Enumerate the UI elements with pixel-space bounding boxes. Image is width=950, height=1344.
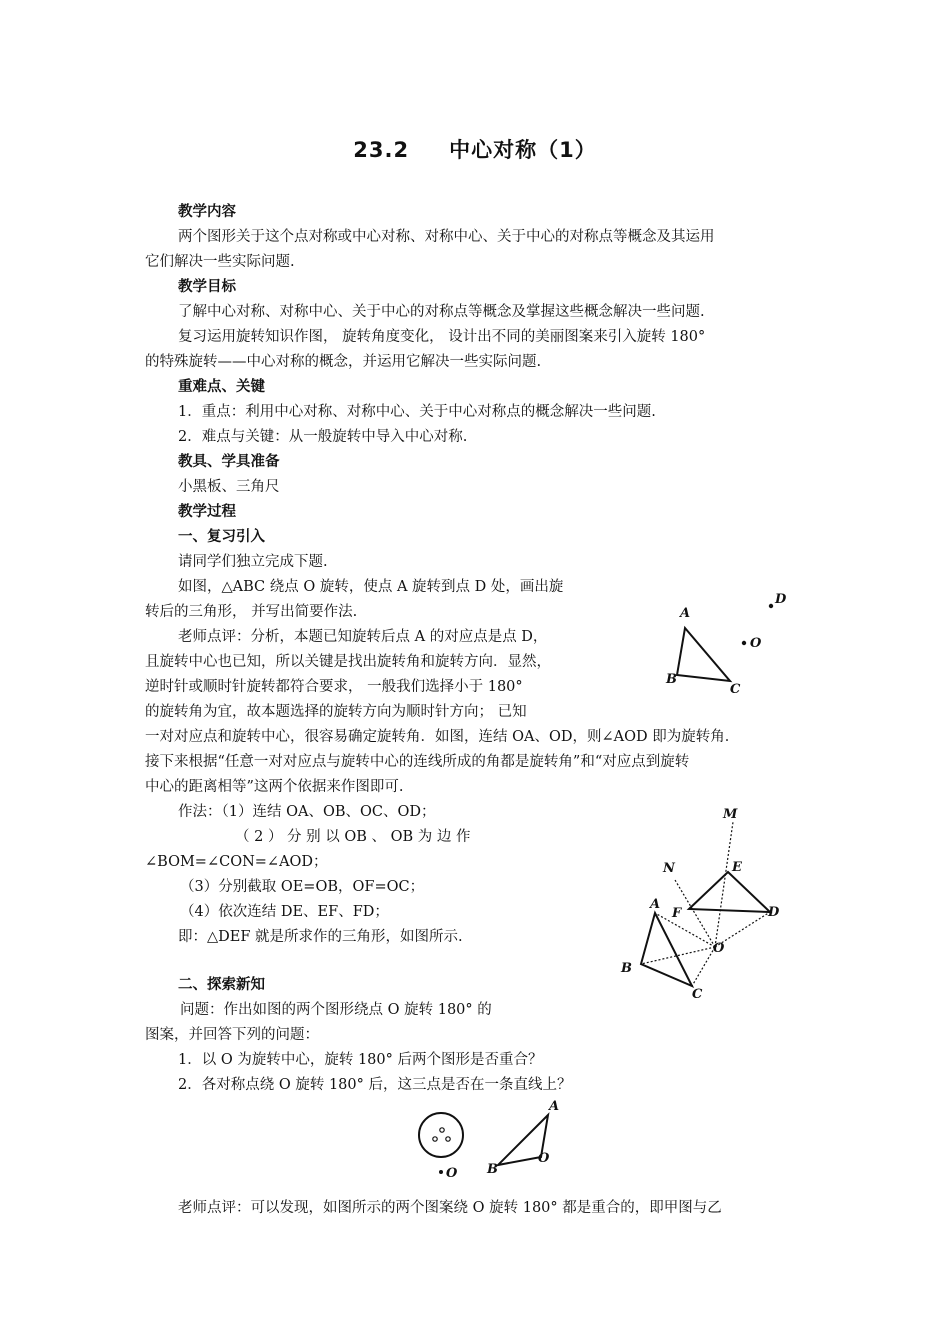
paragraph: 逆时针或顺时针旋转都符合要求， 一般我们选择小于 180° xyxy=(145,679,523,695)
label-b: B xyxy=(487,1162,498,1177)
section-title: 中心对称（1） xyxy=(449,138,597,162)
method-step: （ 2 ） 分 别 以 OB 、 OB 为 边 作 xyxy=(235,829,471,845)
paragraph: 2．难点与关键：从一般旋转中导入中心对称. xyxy=(178,429,468,445)
paragraph: 接下来根据“任意一对对应点与旋转中心的连线所成的角都是旋转角”和“对应点到旋转 xyxy=(145,754,690,770)
segment-oc xyxy=(692,947,715,986)
label-o: O xyxy=(750,636,762,651)
triangle-abc xyxy=(641,913,692,986)
method-step: （3）分别截取 OE=OB，OF=OC； xyxy=(180,879,425,895)
paragraph: 两个图形关于这个点对称或中心对称、对称中心、关于中心的对称点等概念及其运用 xyxy=(178,229,715,245)
label-a: A xyxy=(549,1099,560,1114)
paragraph: 了解中心对称、对称中心、关于中心的对称点等概念及掌握这些概念解决一些问题. xyxy=(178,304,705,320)
segment-ob xyxy=(641,947,715,964)
paragraph: 请同学们独立完成下题. xyxy=(178,554,328,570)
paragraph: 复习运用旋转知识作图， 旋转角度变化， 设计出不同的美丽图案来引入旋转 180° xyxy=(178,329,706,345)
paragraph: 中心的距离相等”这两个依据来作图即可. xyxy=(145,779,404,795)
label-a: A xyxy=(650,897,661,912)
point-o xyxy=(742,641,746,645)
figure-construction xyxy=(615,800,795,1005)
heading-tools: 教具、学具准备 xyxy=(178,454,280,470)
paragraph: 小黑板、三角尺 xyxy=(178,479,280,495)
subheading-explore: 二、探索新知 xyxy=(178,977,265,993)
heading-key-points: 重难点、关键 xyxy=(178,379,265,395)
section-number: 23.2 xyxy=(353,138,410,162)
method-step: ∠BOM=∠CON=∠AOD； xyxy=(145,854,328,870)
label-o-triangle: O xyxy=(538,1151,550,1166)
paragraph: 一对对应点和旋转中心，很容易确定旋转角．如图，连结 OA、OD，则∠AOD 即为旋转角． xyxy=(145,729,740,745)
circle-dot xyxy=(440,1128,444,1132)
label-d: D xyxy=(775,592,787,607)
paragraph: 问题：作出如图的两个图形绕点 O 旋转 180° 的 xyxy=(180,1002,492,1018)
label-a: A xyxy=(680,606,691,621)
paragraph: 老师点评：分析，本题已知旋转后点 A 的对应点是点 D， xyxy=(178,629,548,645)
question: 2．各对称点绕 O 旋转 180° 后，这三点是否在一条直线上？ xyxy=(178,1077,572,1093)
figure-triangle-rotation xyxy=(660,585,790,700)
triangle-abc xyxy=(677,628,730,681)
point-o xyxy=(439,1170,443,1174)
figure-rotation-180 xyxy=(410,1095,570,1185)
paragraph: 老师点评：可以发现，如图所示的两个图案绕 O 旋转 180° 都是重合的，即甲图与乙 xyxy=(178,1200,722,1216)
triangle-def xyxy=(689,872,770,912)
subheading-review: 一、复习引入 xyxy=(178,529,265,545)
heading-teaching-process: 教学过程 xyxy=(178,504,236,520)
paragraph: 且旋转中心也已知，所以关键是找出旋转角和旋转方向．显然， xyxy=(145,654,551,670)
label-d: D xyxy=(768,905,780,920)
label-e: E xyxy=(732,860,742,875)
paragraph: 图案，并回答下列的问题： xyxy=(145,1027,319,1043)
point-d xyxy=(769,604,773,608)
label-f: F xyxy=(672,906,682,921)
label-m: M xyxy=(723,807,738,822)
paragraph: 如图，△ABC 绕点 O 旋转，使点 A 旋转到点 D 处，画出旋 xyxy=(178,579,564,595)
method-step: 作法：（1）连结 OA、OB、OC、OD； xyxy=(178,804,436,820)
paragraph: 的特殊旋转——中心对称的概念，并运用它解决一些实际问题. xyxy=(145,354,542,370)
label-o: O xyxy=(446,1166,458,1181)
circle-figure xyxy=(419,1113,463,1157)
method-step: （4）依次连结 DE、EF、FD； xyxy=(180,904,389,920)
page-title xyxy=(0,134,950,164)
heading-teaching-content: 教学内容 xyxy=(178,204,236,220)
label-n: N xyxy=(663,861,675,876)
paragraph: 它们解决一些实际问题. xyxy=(145,254,295,270)
method-step: 即：△DEF 就是所求作的三角形，如图所示. xyxy=(178,929,463,945)
paragraph: 转后的三角形， 并写出简要作法. xyxy=(145,604,358,620)
heading-teaching-goals: 教学目标 xyxy=(178,279,236,295)
paragraph: 1．重点：利用中心对称、对称中心、关于中心对称点的概念解决一些问题. xyxy=(178,404,656,420)
label-o: O xyxy=(713,941,725,956)
label-b: B xyxy=(666,672,677,687)
circle-dot xyxy=(433,1137,437,1141)
label-c: C xyxy=(692,987,703,1002)
paragraph: 的旋转角为宜，故本题选择的旋转方向为顺时针方向； 已知 xyxy=(145,704,527,720)
circle-dot xyxy=(446,1137,450,1141)
label-b: B xyxy=(621,961,632,976)
question: 1．以 O 为旋转中心，旋转 180° 后两个图形是否重合？ xyxy=(178,1052,543,1068)
ray-om xyxy=(715,822,733,947)
label-c: C xyxy=(730,682,741,697)
